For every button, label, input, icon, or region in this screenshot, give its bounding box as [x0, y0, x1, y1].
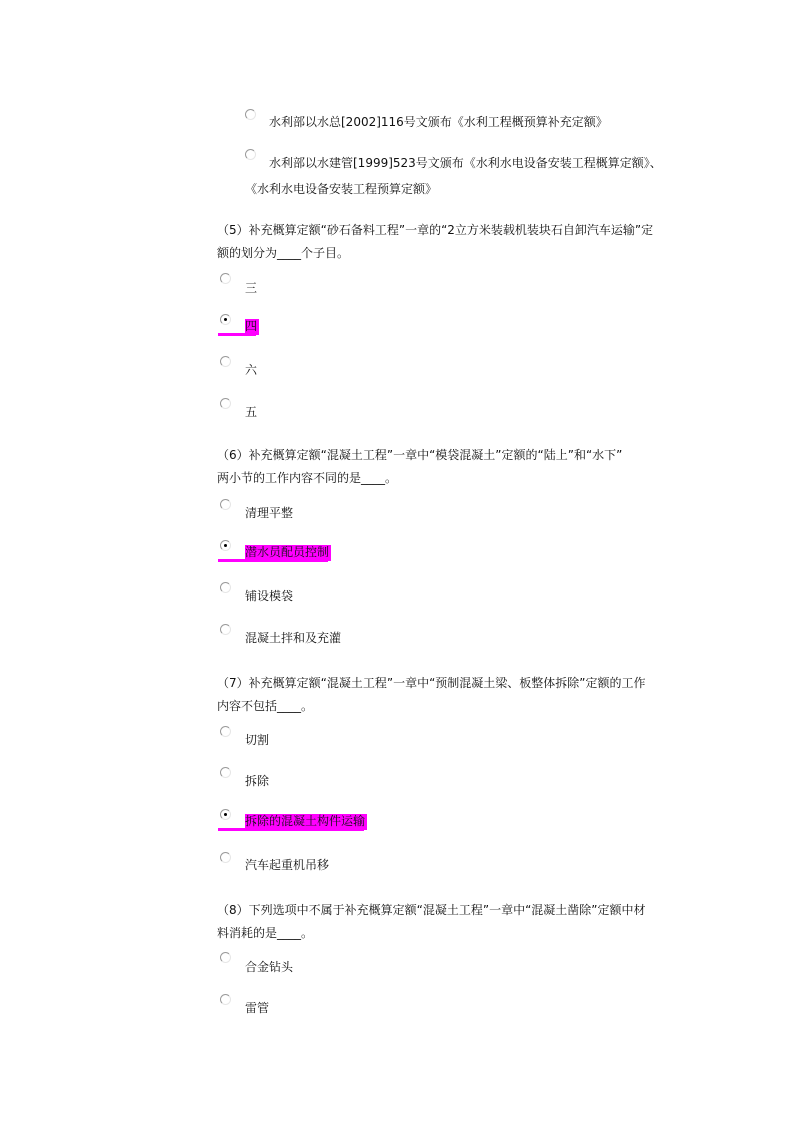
- q5-option-3-label: 六: [245, 363, 258, 377]
- q7-option-3-label: [245, 813, 367, 830]
- question-7-text-line1: （7）补充概算定额“混凝土工程”一章中“预制混凝土梁、板整体拆除”定额的工作: [217, 676, 646, 690]
- question-7-text-line2: 内容不包括____。: [217, 699, 314, 713]
- q5-option-2-label: [245, 318, 259, 335]
- q5-option-2-label-highlight: 四: [245, 319, 258, 333]
- radio-q7-option-1[interactable]: [220, 726, 231, 737]
- radio-q6-option-3[interactable]: [220, 582, 231, 593]
- radio-q5-option-4[interactable]: [220, 398, 231, 409]
- q8-option-1-label: 合金钻头: [245, 960, 294, 974]
- radio-q7-option-2[interactable]: [220, 767, 231, 778]
- radio-q8-option-1[interactable]: [220, 952, 231, 963]
- radio-q8-option-2[interactable]: [220, 994, 231, 1005]
- top-option-1-label: 水利部以水总[2002]116号文颁布《水利工程概预算补充定额》: [269, 115, 608, 129]
- q7-option-4-label: 汽车起重机吊移: [245, 858, 330, 872]
- q6-option-3-label: 铺设模袋: [245, 589, 294, 603]
- question-6-text-line2: 两小节的工作内容不同的是____。: [217, 471, 398, 485]
- radio-q6-option-4[interactable]: [220, 624, 231, 635]
- question-6-text-line1: （6）补充概算定额“混凝土工程”一章中“模袋混凝土”定额的“陆上”和“水下”: [217, 448, 623, 462]
- radio-q6-option-1[interactable]: [220, 499, 231, 510]
- radio-top-option-1[interactable]: [245, 109, 256, 120]
- question-8-text-line2: 料消耗的是____。: [217, 926, 314, 940]
- radio-q7-option-3[interactable]: [220, 809, 231, 820]
- q6-option-1-label: 清理平整: [245, 506, 294, 520]
- q6-option-2-label: [245, 544, 331, 561]
- radio-q5-option-1[interactable]: [220, 273, 231, 284]
- question-8-text-line1: （8）下列选项中不属于补充概算定额“混凝土工程”一章中“混凝土凿除”定额中材: [217, 903, 646, 917]
- question-5-text-line2: 额的划分为____个子目。: [217, 246, 350, 260]
- radio-top-option-2[interactable]: [245, 149, 256, 160]
- top-option-2-label-line2: 《水利水电设备安装工程预算定额》: [245, 182, 438, 196]
- top-option-2-label-line1: 水利部以水建管[1999]523号文颁布《水利水电设备安装工程概算定额》、: [269, 156, 662, 170]
- radio-q6-option-2[interactable]: [220, 540, 231, 551]
- radio-q5-option-3[interactable]: [220, 356, 231, 367]
- radio-q5-option-2[interactable]: [220, 314, 231, 325]
- q7-option-1-label: 切割: [245, 733, 270, 747]
- radio-q7-option-4[interactable]: [220, 852, 231, 863]
- q7-option-2-label: 拆除: [245, 774, 270, 788]
- q8-option-2-label: 雷管: [245, 1001, 270, 1015]
- q5-option-4-label: 五: [245, 405, 258, 419]
- question-5-text-line1: （5）补充概算定额“砂石备料工程”一章的“2立方米装载机装块石自卸汽车运输”定: [217, 223, 654, 237]
- q6-option-4-label: 混凝土拌和及充灌: [245, 631, 342, 645]
- q7-option-3-label-highlight: 拆除的混凝土构件运输: [245, 814, 366, 828]
- q6-option-2-label-highlight: 潜水员配员控制: [245, 545, 330, 559]
- q5-option-1-label: 三: [245, 281, 258, 295]
